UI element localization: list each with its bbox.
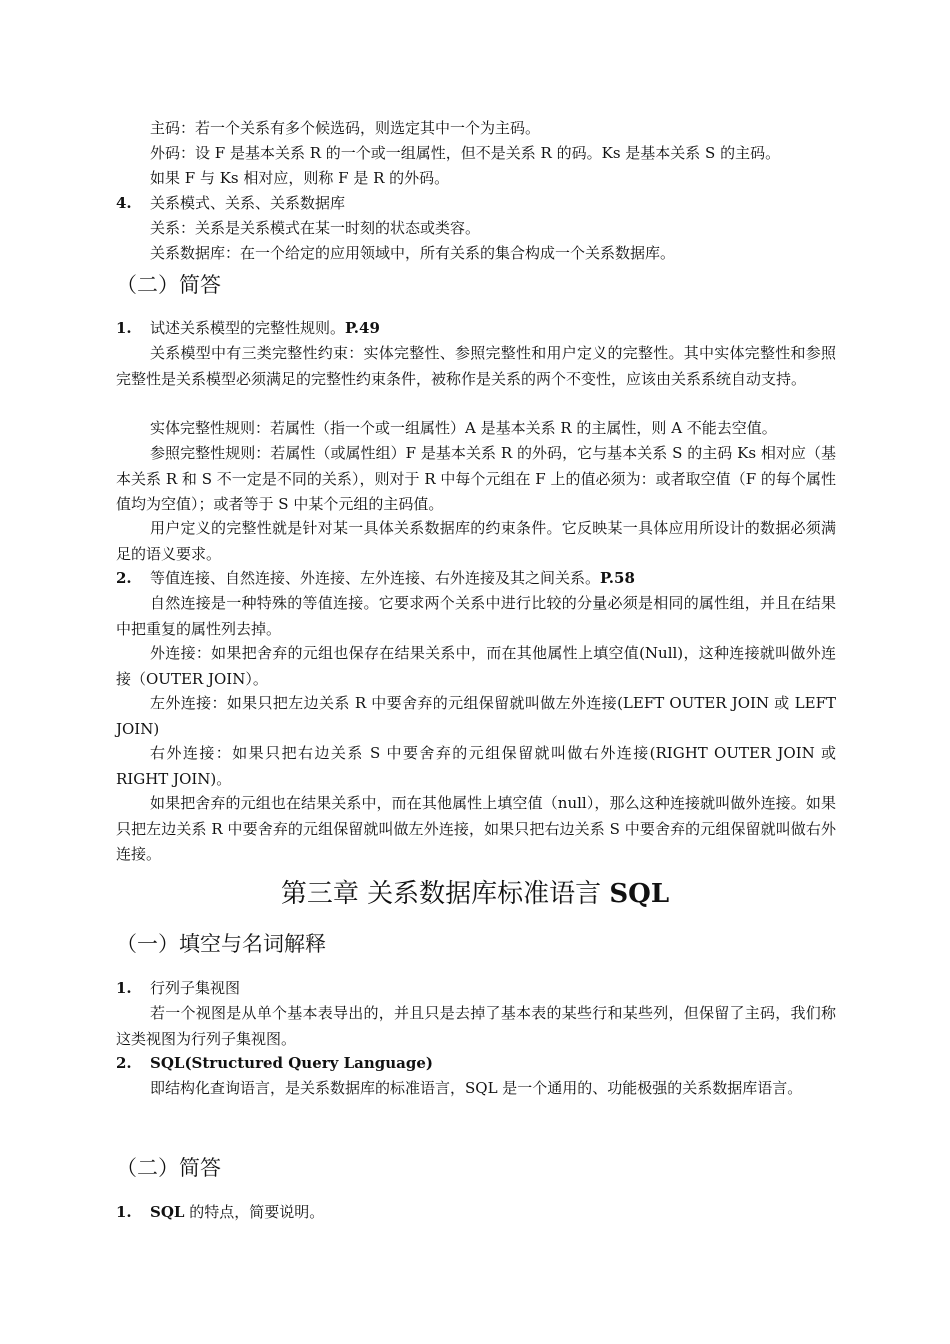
item-title: 关系模式、关系、关系数据库 (150, 194, 346, 212)
item-title: SQL(Structured Query Language) (150, 1054, 434, 1072)
question-title (150, 566, 635, 591)
paragraph: 自然连接是一种特殊的等值连接。它要求两个关系中进行比较的分量必须是相同的属性组，并且在结果中把重复的属性列去掉。 (116, 594, 836, 638)
question-title (150, 1200, 324, 1225)
section-heading: （二）简答 (116, 273, 221, 297)
primary-key-definition: 主码：若一个关系有多个候选码，则选定其中一个为主码。 (150, 119, 541, 137)
paragraph: 如果把舍弃的元组也在结果关系中，而在其他属性上填空值（null），那么这种连接就叫做外连接。如果只把左边关系 R 中要舍弃的元组保留就叫做左外连接，如果只把右边关系 S 中要舍弃的元组保留就叫做右外连接。 (116, 794, 836, 864)
item-title: 行列子集视图 (150, 979, 241, 997)
paragraph: 外连接：如果把舍弃的元组也保存在结果关系中，而在其他属性上填空值(Null)，这种连接就叫做外连接（OUTER JOIN）。 (116, 644, 836, 688)
paragraph: 参照完整性规则：若属性（或属性组）F 是基本关系 R 的外码，它与基本关系 S 的主码 Ks 相对应（基本关系 R 和 S 不一定是不同的关系），则对于 R 中每个元组在 F 上的值必须为：或者取空值（F 的每个属性值均为空值）；或者等于 S 中某个元组的主码值。 (116, 444, 836, 514)
paragraph: 若一个视图是从单个基本表导出的，并且只是去掉了基本表的某些行和某些列，但保留了主码，我们称这类视图为行列子集视图。 (116, 1004, 836, 1048)
item-number: 4. (116, 194, 132, 212)
section-heading: （二）简答 (116, 1156, 221, 1180)
relation-definition: 关系：关系是关系模式在某一时刻的状态或类容。 (150, 219, 481, 237)
paragraph: 实体完整性规则：若属性（指一个或一组属性）A 是基本关系 R 的主属性，则 A 不能去空值。 (150, 419, 777, 437)
item-number: 2. (116, 1054, 132, 1072)
question-text: 等值连接、自然连接、外连接、左外连接、右外连接及其之间关系。 (150, 569, 601, 587)
relational-db-definition: 关系数据库：在一个给定的应用领域中，所有关系的集合构成一个关系数据库。 (150, 244, 676, 262)
question-text: 试述关系模型的完整性规则。 (150, 319, 346, 337)
page-reference: P.58 (600, 569, 635, 587)
question-title (150, 316, 380, 341)
item-number: 1. (116, 979, 132, 997)
chapter-title-en: SQL (609, 879, 670, 909)
paragraph: 关系模型中有三类完整性约束：实体完整性、参照完整性和用户定义的完整性。其中实体完整性和参照完整性是关系模型必须满足的完整性约束条件，被称作是关系的两个不变性，应该由关系系统自动支持。 (116, 344, 836, 388)
paragraph: 用户定义的完整性就是针对某一具体关系数据库的约束条件。它反映某一具体应用所设计的数据必须满足的语义要求。 (116, 519, 836, 563)
question-number: 1. (116, 319, 132, 337)
paragraph: 左外连接：如果只把左边关系 R 中要舍弃的元组保留就叫做左外连接(LEFT OUTER JOIN 或 LEFT JOIN) (116, 694, 836, 738)
section-heading: （一）填空与名词解释 (116, 932, 326, 956)
question-number: 2. (116, 569, 132, 587)
question-text: 的特点，简要说明。 (184, 1203, 325, 1221)
question-number: 1. (116, 1203, 132, 1221)
chapter-title-cn: 第三章 关系数据库标准语言 (280, 879, 610, 909)
paragraph: 右外连接：如果只把右边关系 S 中要舍弃的元组保留就叫做右外连接(RIGHT OUTER JOIN 或 RIGHT JOIN)。 (116, 744, 836, 788)
page-reference: P.49 (345, 319, 380, 337)
foreign-key-definition: 外码：设 F 是基本关系 R 的一个或一组属性，但不是关系 R 的码。Ks 是基本关系 S 的主码。 (150, 144, 781, 162)
foreign-key-definition-cont: 如果 F 与 Ks 相对应，则称 F 是 R 的外码。 (150, 169, 450, 187)
chapter-title (0, 876, 950, 912)
question-keyword: SQL (150, 1203, 185, 1221)
paragraph: 即结构化查询语言，是关系数据库的标准语言，SQL 是一个通用的、功能极强的关系数据库语言。 (150, 1079, 803, 1097)
